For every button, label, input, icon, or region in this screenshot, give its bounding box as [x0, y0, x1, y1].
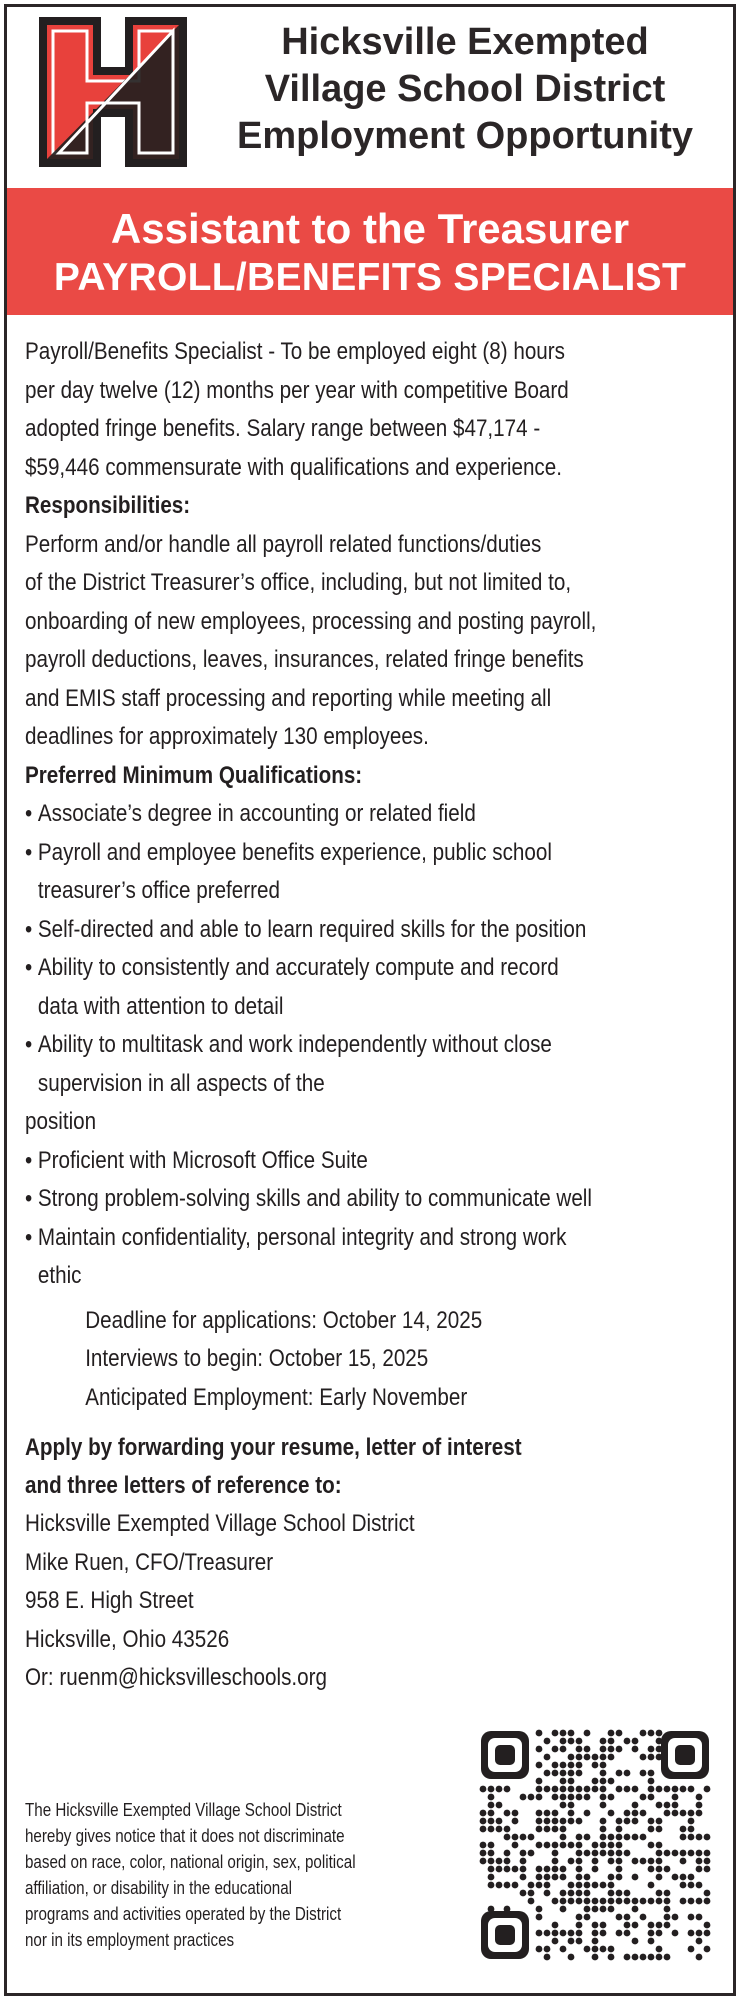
apply-heading: Apply by forwarding your resume, letter of interest and three letters of reference to: — [25, 1434, 522, 1499]
responsibilities-line: deadlines for approximately 130 employees. — [25, 723, 429, 750]
list-item: • Maintain confidentiality, personal integrity and strong work ethic — [25, 1219, 723, 1296]
district-line: Village School District — [264, 68, 666, 110]
responsibilities-line: payroll deductions, leaves, insurances, related fringe benefits — [25, 646, 584, 673]
list-item: • Proficient with Microsoft Office Suite — [25, 1142, 723, 1181]
intro-line: Payroll/Benefits Specialist - To be employed eight (8) hours — [25, 338, 565, 365]
address-line: Hicksville Exempted Village School District — [25, 1510, 415, 1537]
list-item: • Payroll and employee benefits experience, public school treasurer’s office preferred — [25, 834, 723, 911]
list-item: • Self-directed and able to learn required skills for the position — [25, 911, 723, 950]
district-line: Employment Opportunity — [237, 115, 693, 157]
hicksville-h-logo — [39, 17, 187, 167]
responsibilities-line: onboarding of new employees, processing and posting payroll, — [25, 607, 597, 635]
responsibilities-line: of the District Treasurer’s office, including, but not limited to, — [25, 569, 572, 596]
responsibilities-line: and EMIS staff processing and reporting while meeting all — [25, 684, 552, 712]
qualifications-heading: Preferred Minimum Qualifications: — [25, 761, 363, 789]
ad-body — [25, 333, 725, 1698]
ad-frame — [4, 4, 736, 1996]
header — [7, 7, 733, 185]
address-line: 958 E. High Street — [25, 1587, 194, 1614]
qualifications-list-continued — [25, 1142, 723, 1296]
responsibilities-line: Perform and/or handle all payroll related functions/duties — [25, 530, 542, 558]
qr-code-icon[interactable] — [475, 1725, 715, 1965]
qualifications-list — [25, 795, 723, 1103]
job-title-banner — [7, 188, 733, 315]
nondiscrimination-notice: The Hicksville Exempted Village School District hereby gives notice that it does not discriminate based on race, color, national origin, sex, political affiliation, or disability in the educational programs and activities operated by the District nor in its employment practices — [25, 1799, 356, 1950]
intro-line: $59,446 commensurate with qualifications and experience. — [25, 453, 562, 481]
orphan-line: position — [25, 1108, 97, 1135]
interviews-date: Interviews to begin: October 15, 2025 — [85, 1345, 429, 1372]
intro-line: per day twelve (12) months per year with competitive Board — [25, 376, 569, 404]
list-item: • Ability to multitask and work independently without close supervision in all aspects of the — [25, 1026, 723, 1103]
email-line: Or: ruenm@hicksvilleschools.org — [25, 1664, 327, 1691]
district-line: Hicksville Exempted — [281, 21, 649, 63]
job-subtitle: PAYROLL/BENEFITS SPECIALIST — [53, 256, 687, 299]
list-item: • Ability to consistently and accurately compute and record data with attention to detail — [25, 949, 723, 1026]
list-item: • Associate’s degree in accounting or related field — [25, 795, 723, 834]
address-line: Hicksville, Ohio 43526 — [25, 1625, 230, 1653]
list-item: • Strong problem-solving skills and ability to communicate well — [25, 1180, 723, 1219]
responsibilities-heading: Responsibilities: — [25, 492, 191, 519]
intro-line: adopted fringe benefits. Salary range between $47,174 - — [25, 415, 541, 442]
job-title: Assistant to the Treasurer — [110, 205, 630, 252]
address-line: Mike Ruen, CFO/Treasurer — [25, 1548, 274, 1576]
district-title — [207, 19, 723, 160]
deadline: Deadline for applications: October 14, 2025 — [85, 1306, 483, 1334]
employment-date: Anticipated Employment: Early November — [85, 1383, 468, 1411]
dates-block — [25, 1302, 723, 1418]
